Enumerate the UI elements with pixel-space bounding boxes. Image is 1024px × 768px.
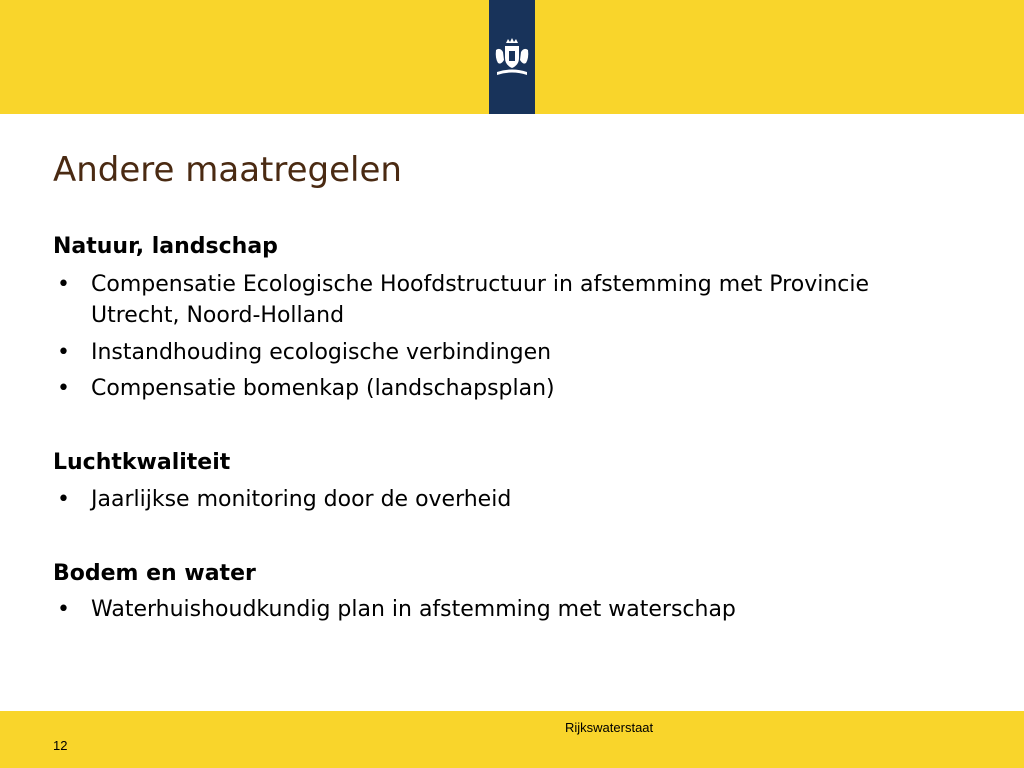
bullet-icon: • (57, 487, 70, 512)
section-heading-luchtkwaliteit: Luchtkwaliteit (53, 450, 231, 475)
list-item (53, 373, 913, 404)
bullet-text: Instandhouding ecologische verbindingen (91, 340, 552, 365)
list-item (53, 337, 913, 368)
organization-name: Rijkswaterstaat (565, 720, 654, 735)
list-item (53, 484, 913, 515)
footer-band (0, 711, 1024, 768)
section-heading-natuur: Natuur, landschap (53, 234, 278, 259)
bullet-text: Waterhuishoudkundig plan in afstemming met waterschap (91, 597, 736, 622)
bullet-icon: • (57, 272, 70, 297)
bullet-icon: • (57, 376, 70, 401)
list-item (53, 269, 913, 331)
bullet-icon: • (57, 597, 70, 622)
bullet-text: Compensatie Ecologische Hoofdstructuur in afstemming met Provincie Utrecht, Noord-Holland (91, 272, 870, 328)
bullet-icon: • (57, 340, 70, 365)
bullet-text: Compensatie bomenkap (landschapsplan) (91, 376, 555, 401)
list-item (53, 594, 913, 625)
coat-of-arms-icon (494, 38, 530, 82)
bullet-text: Jaarlijkse monitoring door de overheid (91, 487, 512, 512)
slide-title: Andere maatregelen (53, 150, 402, 190)
government-logo (489, 0, 535, 114)
header-band (0, 0, 1024, 114)
page-number: 12 (53, 738, 68, 753)
section-heading-bodem: Bodem en water (53, 561, 256, 586)
